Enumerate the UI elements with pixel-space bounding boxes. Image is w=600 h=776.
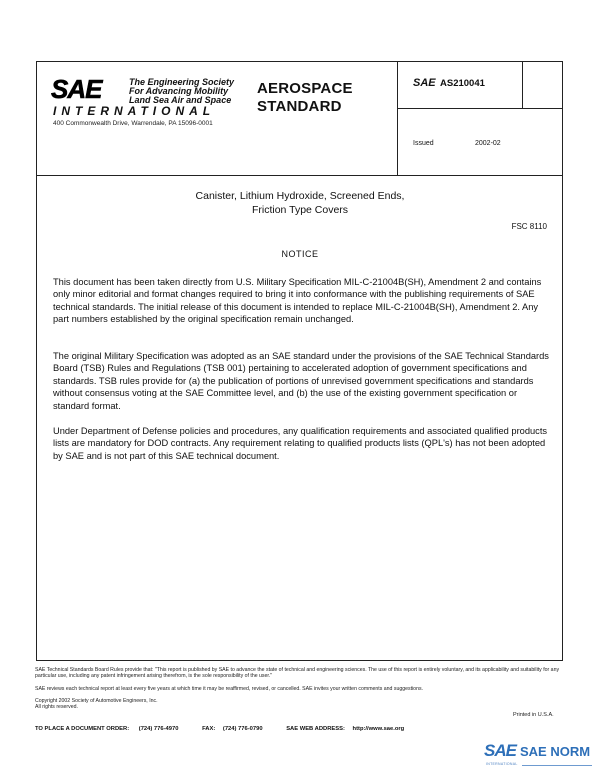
- doc-sae-mark: SAE: [413, 77, 436, 89]
- sae-norm-watermark: [484, 741, 594, 771]
- sae-tagline: The Engineering Society For Advancing Mobility Land Sea Air and Space: [129, 77, 235, 105]
- notice-heading: NOTICE: [281, 249, 319, 259]
- document-title-line2: Friction Type Covers: [251, 204, 349, 216]
- watermark-name: SAE NORM: [520, 744, 591, 759]
- notice-paragraph: Under Department of Defense policies and procedures, any qualification requirements and associated qualified products lists are mandatory for DOD contracts. Any requirement relating to qualified products lists (QPL's) has not been adopted by SAE and is not part of this SAE technical document.: [53, 426, 548, 461]
- fsc-code: FSC 8110: [511, 222, 547, 231]
- sae-address: 400 Commonwealth Drive, Warrendale, PA 15096-0001: [53, 120, 213, 127]
- order-info: [35, 726, 404, 732]
- watermark-sae-mark: SAE: [484, 741, 516, 760]
- web-label: SAE WEB ADDRESS:: [286, 726, 345, 732]
- watermark-rule: [522, 765, 592, 766]
- footer-printed: Printed in U.S.A.: [513, 712, 554, 718]
- notice-paragraph: This document has been taken directly from U.S. Military Specification MIL-C-21004B(SH), Amendment 2 and contains only minor editorial and format changes required to bring it into conformance with the publishing requirements of SAE technical standards. The initial release of this document is intended to replace MIL-C-21004B(SH), Amendment 2. Any part numbers established by the original specification remain unchanged.: [53, 277, 542, 325]
- sae-logo-mark: SAE: [51, 74, 102, 104]
- doc-type: AEROSPACE STANDARD: [257, 80, 353, 115]
- fax-label: FAX:: [202, 726, 216, 732]
- order-label: TO PLACE A DOCUMENT ORDER:: [35, 726, 130, 732]
- document-title-line1: Canister, Lithium Hydroxide, Screened Ends,: [195, 190, 405, 202]
- notice-paragraph: The original Military Specification was adopted as an SAE standard under the provisions of the SAE Technical Standards Board (TSB) Rules and Regulations (TSB 001) pertaining to accelerated adoption of government specifications and standards. TSB rules provide for (a) the publication of portions of unrevised government specifications and standards without consensus voting at the SAE Committee level, and (b) the use of the existing government specification or standard format.: [53, 351, 549, 411]
- sae-international: INTERNATIONAL: [53, 104, 216, 118]
- doc-number-underline: [397, 108, 562, 109]
- footer-rules: SAE Technical Standards Board Rules provide that: "This report is published by SAE to advance the state of technical and engineering sciences. The use of this report is entirely voluntary, and its applicability and suitability for any particular use, including any patent infringement arising therefrom, is the sole responsibility of the user.": [35, 667, 560, 680]
- header-column-divider: [397, 62, 398, 175]
- watermark-sub: INTERNATIONAL: [486, 762, 518, 766]
- header-divider: [37, 175, 562, 176]
- doc-number: AS210041: [440, 78, 485, 89]
- issued-date: 2002-02: [475, 140, 501, 147]
- footer-review: SAE reviews each technical report at least every five years at which time it may be reaffirmed, revised, or cancelled. SAE invites your written comments and suggestions.: [35, 686, 423, 692]
- fax-number: (724) 776-0790: [222, 726, 263, 732]
- doc-number-divider: [522, 62, 523, 108]
- issued-label: Issued: [413, 140, 434, 147]
- footer-copyright: Copyright 2002 Society of Automotive Engineers, Inc. All rights reserved.: [35, 698, 158, 711]
- web-address[interactable]: http://www.sae.org: [352, 726, 405, 732]
- order-phone: (724) 776-4970: [138, 726, 179, 732]
